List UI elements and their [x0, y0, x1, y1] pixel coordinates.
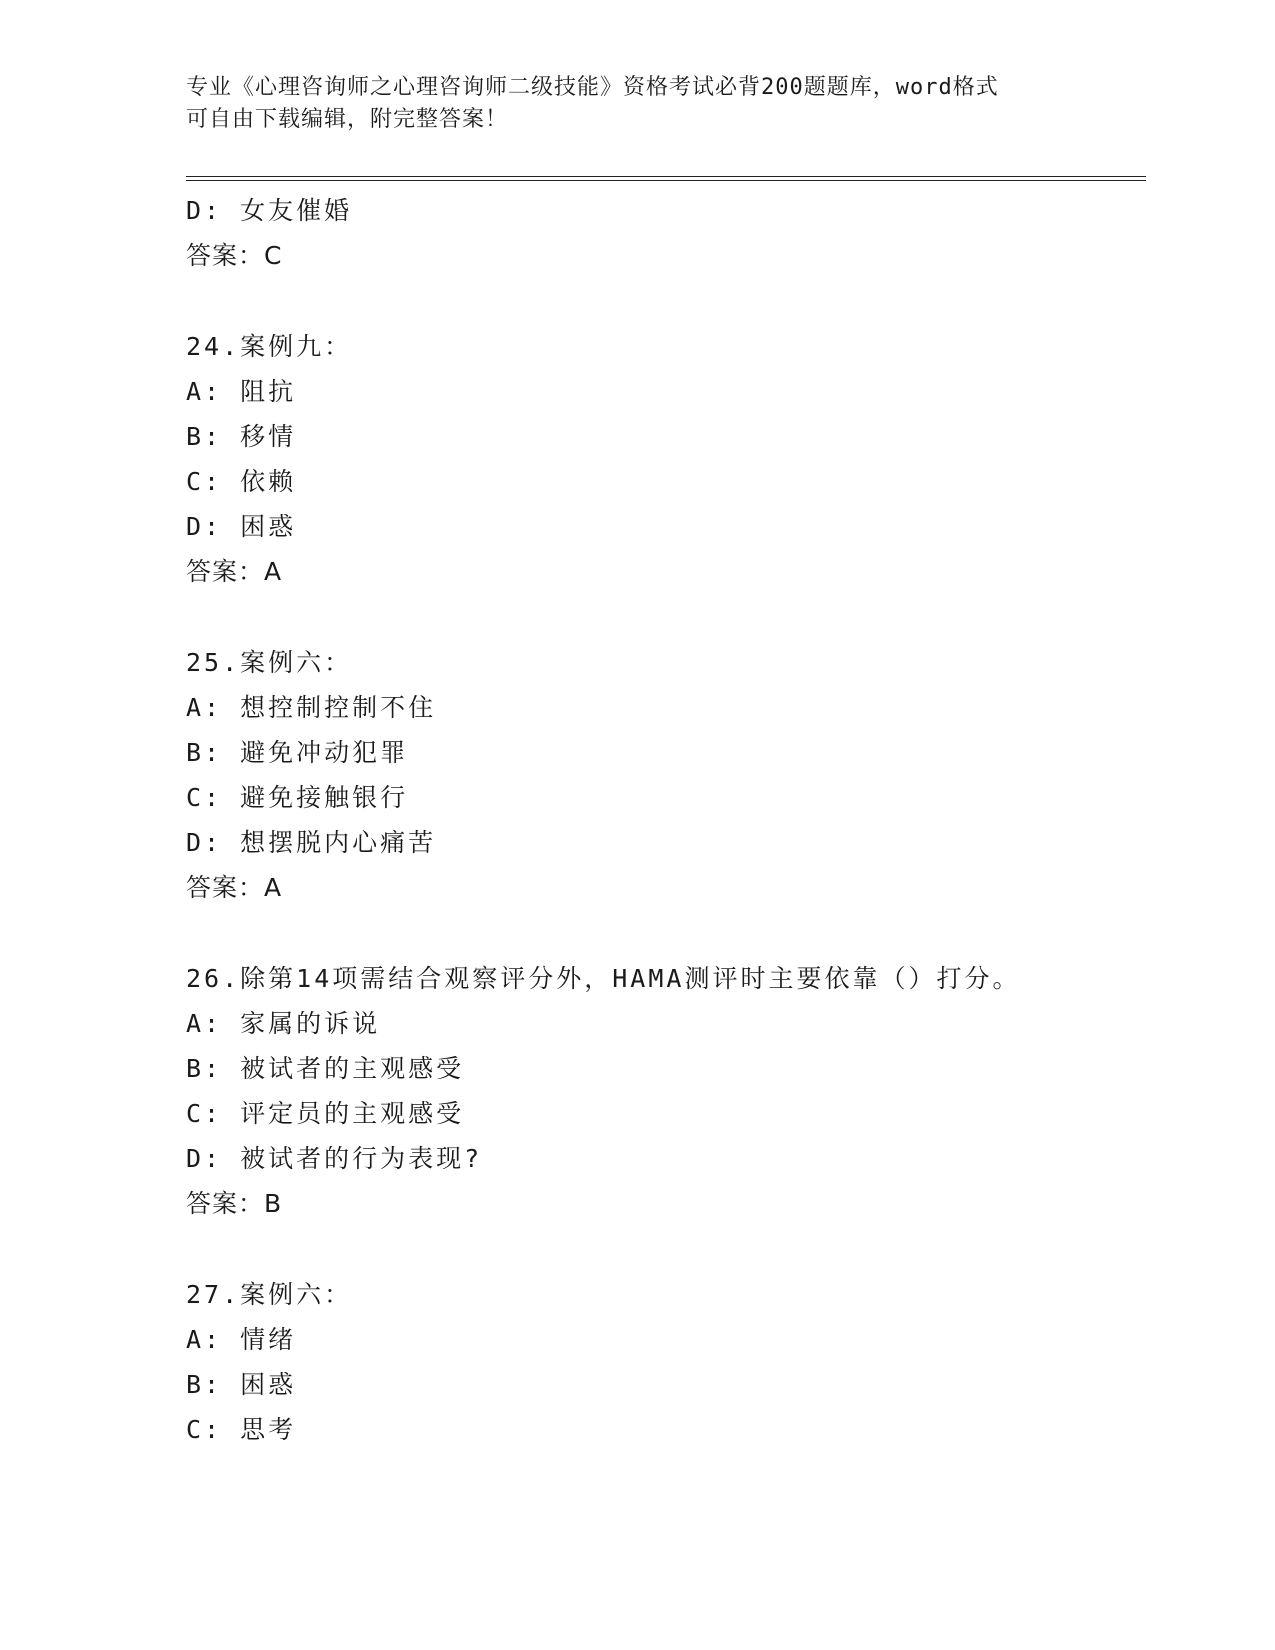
option-b: B: 困惑: [186, 1370, 297, 1399]
option-a: A: 情绪: [186, 1325, 297, 1354]
header-divider: [186, 176, 1146, 181]
option-d: D: 女友催婚: [186, 196, 353, 225]
question-stem: 27.案例六：: [186, 1280, 353, 1309]
option-d: D: 被试者的行为表现?: [186, 1144, 483, 1173]
answer-line: 答案：C: [186, 241, 283, 270]
option-c: C: 评定员的主观感受: [186, 1099, 465, 1128]
answer-line: 答案：A: [186, 557, 283, 586]
document-header: [186, 72, 1086, 136]
header-line-1: 专业《心理咨询师之心理咨询师二级技能》资格考试必背200题题库，word格式: [186, 75, 999, 100]
option-c: C: 避免接触银行: [186, 783, 409, 812]
header-line-2: 可自由下载编辑，附完整答案！: [186, 107, 509, 132]
option-a: A: 想控制控制不住: [186, 693, 437, 722]
option-b: B: 移情: [186, 422, 297, 451]
option-c: C: 思考: [186, 1415, 297, 1444]
option-d: D: 想摆脱内心痛苦: [186, 828, 437, 857]
option-d: D: 困惑: [186, 512, 297, 541]
option-a: A: 阻抗: [186, 377, 297, 406]
option-b: B: 避免冲动犯罪: [186, 738, 409, 767]
option-a: A: 家属的诉说: [186, 1009, 381, 1038]
question-stem: 26.除第14项需结合观察评分外，HAMA测评时主要依靠（）打分。: [186, 964, 1021, 993]
question-stem: 24.案例九：: [186, 332, 353, 361]
answer-line: 答案：B: [186, 1189, 283, 1218]
option-c: C: 依赖: [186, 467, 297, 496]
option-b: B: 被试者的主观感受: [186, 1054, 465, 1083]
answer-line: 答案：A: [186, 873, 283, 902]
question-list: [186, 188, 1146, 1452]
question-stem: 25.案例六：: [186, 648, 353, 677]
